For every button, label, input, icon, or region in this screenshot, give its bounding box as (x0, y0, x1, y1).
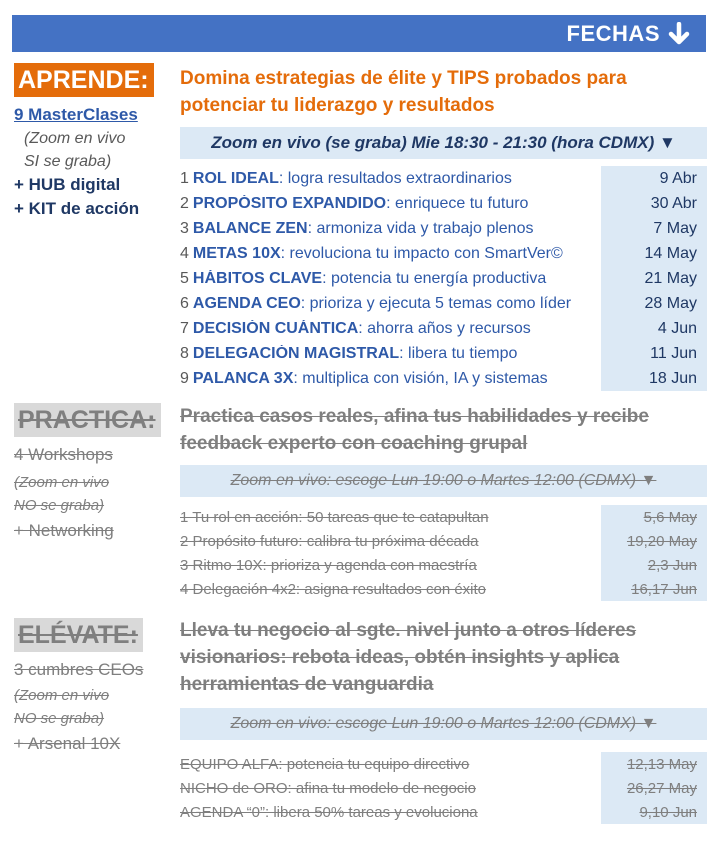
session-date: 5,6 May (601, 505, 707, 529)
session-row: 4 METAS 10X: revoluciona tu impacto con SmartVer© 14 May (180, 241, 707, 266)
session-date: 9,10 Jun (601, 800, 707, 824)
session-row: 3 BALANCE ZEN: armoniza vida y trabajo plenos 7 May (180, 216, 707, 241)
practica-zoom-bar[interactable]: Zoom en vivo: escoge Lun 19:00 o Martes 12:00 (CDMX) ▼ (180, 465, 707, 497)
kit-accion-label: + KIT de acción (14, 199, 140, 218)
zoom-note-line1: (Zoom en vivo (14, 474, 110, 491)
practica-tag: PRACTICA: (14, 403, 161, 437)
session-row: 7 DECISIÓN CUÁNTICA: ahorra años y recursos 4 Jun (180, 316, 707, 341)
aprende-tag: APRENDE: (14, 63, 154, 97)
session-date: 19,20 May (601, 529, 707, 553)
session-row: 3 Ritmo 10X: prioriza y agenda con maestría 2,3 Jun (180, 553, 707, 577)
networking-label: + Networking (14, 521, 114, 540)
session-date: 4 Jun (601, 316, 707, 341)
aprende-zoom-bar[interactable]: Zoom en vivo (se graba) Mie 18:30 - 21:30 (hora CDMX) ▼ (180, 127, 707, 159)
session-date: 7 May (601, 216, 707, 241)
arrow-down-icon (668, 22, 690, 46)
elevate-headline: Lleva tu negocio al sgte. nivel junto a otros líderes visionarios: rebota ideas, obtén insights y aplica herramientas de vanguardia (180, 620, 637, 695)
arsenal-label: + Arsenal 10X (14, 734, 121, 753)
session-date: 2,3 Jun (601, 553, 707, 577)
zoom-note-line2: NO se graba) (14, 710, 105, 727)
zoom-note-line1: (Zoom en vivo (14, 687, 110, 704)
session-row: 4 Delegación 4x2: asigna resultados con éxito 16,17 Jun (180, 577, 707, 601)
session-date: 26,27 May (601, 776, 707, 800)
session-row: 1 Tu rol en acción: 50 tareas que te catapultan 5,6 May (180, 505, 707, 529)
practica-headline: Practica casos reales, afina tus habilidades y recibe feedback experto con coaching grupal (180, 406, 649, 454)
session-row: 8 DELEGACIÓN MAGISTRAL: libera tu tiempo 11 Jun (180, 341, 707, 366)
zoom-note-line2: NO se graba) (14, 497, 105, 514)
aprende-sessions (180, 166, 707, 391)
session-date: 28 May (601, 291, 707, 316)
session-date: 14 May (601, 241, 707, 266)
session-row: AGENDA “0”: libera 50% tareas y evoluciona 9,10 Jun (180, 800, 707, 824)
zoom-note-line1: (Zoom en vivo (24, 130, 126, 147)
session-row: 2 Propósito futuro: calibra tu próxima década 19,20 May (180, 529, 707, 553)
fechas-title: FECHAS (566, 20, 660, 46)
elevate-tag: ELÉVATE: (14, 618, 143, 652)
session-date: 12,13 May (601, 752, 707, 776)
session-date: 30 Abr (601, 191, 707, 216)
elevate-sessions (180, 752, 707, 824)
workshops-label: 4 Workshops (14, 445, 113, 464)
session-date: 21 May (601, 266, 707, 291)
session-row: NICHO de ORO: afina tu modelo de negocio 26,27 May (180, 776, 707, 800)
session-date: 9 Abr (601, 166, 707, 191)
zoom-note-line2: SI se graba) (24, 153, 112, 170)
session-date: 16,17 Jun (601, 577, 707, 601)
session-date: 18 Jun (601, 366, 707, 391)
practica-left-column (14, 403, 161, 543)
masterclases-link[interactable]: 9 MasterClases (14, 105, 138, 124)
session-row: 5 HÁBITOS CLAVE: potencia tu energía productiva 21 May (180, 266, 707, 291)
session-row: EQUIPO ALFA: potencia tu equipo directivo 12,13 May (180, 752, 707, 776)
session-row: 2 PROPÓSITO EXPANDIDO: enriquece tu futuro 30 Abr (180, 191, 707, 216)
elevate-left-column (14, 618, 143, 756)
session-row: 9 PALANCA 3X: multiplica con visión, IA y sistemas 18 Jun (180, 366, 707, 391)
elevate-zoom-bar[interactable]: Zoom en vivo: escoge Lun 19:00 o Martes 12:00 (CDMX) ▼ (180, 708, 707, 740)
aprende-headline: Domina estrategias de élite y TIPS probados para potenciar tu liderazgo y resultados (180, 68, 627, 116)
session-row: 6 AGENDA CEO: prioriza y ejecuta 5 temas como líder 28 May (180, 291, 707, 316)
aprende-left-column (14, 63, 154, 221)
session-date: 11 Jun (601, 341, 707, 366)
cumbres-label: 3 cumbres CEOs (14, 660, 144, 679)
fechas-header (12, 15, 706, 52)
practica-sessions (180, 505, 707, 601)
hub-digital-label: + HUB digital (14, 175, 121, 194)
session-row: 1 ROL IDEAL: logra resultados extraordinarios 9 Abr (180, 166, 707, 191)
